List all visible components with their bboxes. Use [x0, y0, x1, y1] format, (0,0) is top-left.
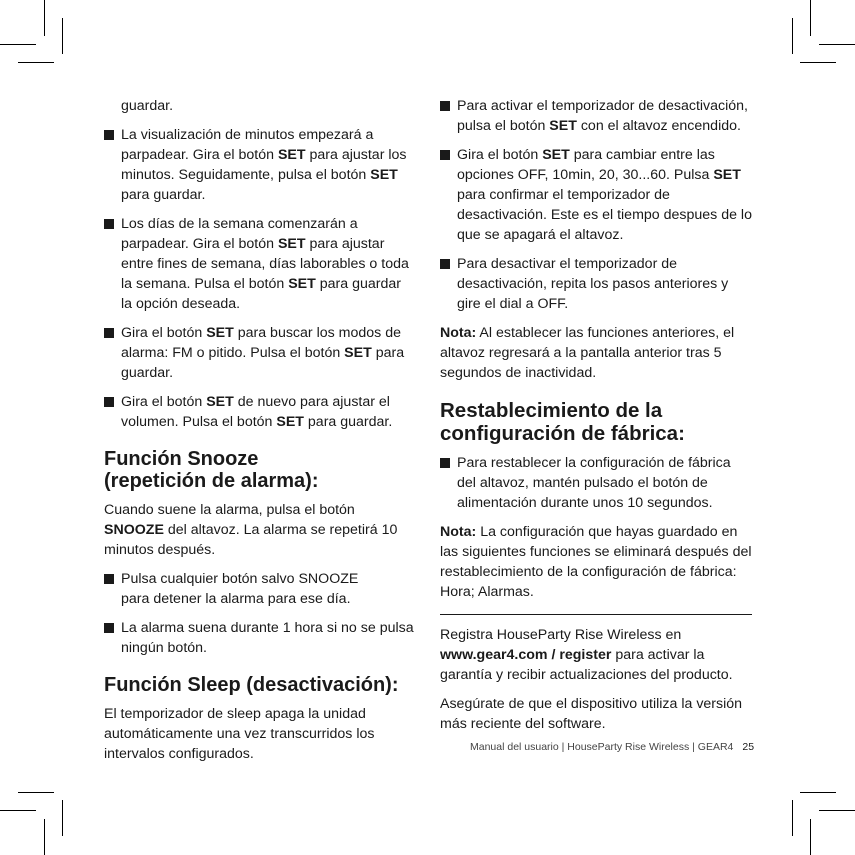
crop-mark [62, 800, 63, 836]
list-item: Para activar el temporizador de desactivación, pulsa el botón SET con el altavoz encendido. [440, 96, 752, 136]
note: Nota: Al establecer las funciones anteriores, el altavoz regresará a la pantalla anterior tras 5 segundos de inactividad. [440, 325, 735, 381]
crop-mark [44, 819, 45, 855]
crop-mark [44, 0, 45, 36]
crop-mark [792, 18, 793, 54]
crop-mark [810, 0, 811, 36]
crop-mark [792, 800, 793, 836]
crop-mark [810, 819, 811, 855]
sleep-heading: Función Sleep (desactivación): [104, 674, 399, 696]
list-item: La visualización de minutos empezará a parpadear. Gira el botón SET para ajustar los minutos. Seguidamente, pulsa el botón SET para guardar. [104, 125, 414, 205]
footer-text: Manual del usuario | HouseParty Rise Wireless | GEAR4 [470, 741, 734, 753]
crop-mark [819, 810, 855, 811]
list-item: Pulsa cualquier botón salvo SNOOZE para detener la alarma para ese día. [104, 569, 414, 609]
right-column [440, 96, 752, 743]
list-item: Para restablecer la configuración de fábrica del altavoz, mantén pulsado el botón de alimentación durante unos 10 segundos. [440, 453, 752, 513]
list-item: Gira el botón SET para buscar los modos de alarma: FM o pitido. Pulsa el botón SET para guardar. [104, 323, 414, 383]
list-item: Para desactivar el temporizador de desactivación, repita los pasos anteriores y gire el dial a OFF. [440, 254, 752, 314]
note: Nota: La configuración que hayas guardado en las siguientes funciones se eliminará después del restablecimiento de la configuración de fábrica: Hora; Alarmas. [440, 524, 752, 600]
sleep-intro: El temporizador de sleep apaga la unidad automáticamente una vez transcurridos los intervalos configurados. [104, 706, 375, 762]
divider [440, 614, 752, 615]
list-item: La alarma suena durante 1 hora si no se pulsa ningún botón. [104, 618, 414, 658]
list-item: Los días de la semana comenzarán a parpadear. Gira el botón SET para ajustar entre fines de semana, días laborables o toda la semana. Pulsa el botón SET para guardar la opción deseada. [104, 214, 414, 314]
snooze-intro: Cuando suene la alarma, pulsa el botón SNOOZE del altavoz. La alarma se repetirá 10 minutos después. [104, 502, 398, 558]
crop-mark [819, 44, 855, 45]
snooze-heading: Función Snooze (repetición de alarma): [104, 448, 319, 492]
crop-mark [0, 44, 36, 45]
crop-mark [800, 792, 836, 793]
crop-mark [18, 62, 54, 63]
register-text: Registra HouseParty Rise Wireless en www.gear4.com / register para activar la garantía y recibir actualizaciones del producto. [440, 627, 733, 683]
crop-mark [800, 62, 836, 63]
software-text: Asegúrate de que el dispositivo utiliza la versión más reciente del software. [440, 696, 743, 732]
continued-text: guardar. [121, 98, 174, 114]
factory-reset-heading: Restablecimiento de la configuración de fábrica: [440, 399, 685, 445]
crop-mark [62, 18, 63, 54]
list-item: Gira el botón SET para cambiar entre las opciones OFF, 10min, 20, 30...60. Pulsa SET para confirmar el temporizador de desactivación. Este es el tiempo despues de lo que se apagará el altavoz. [440, 145, 752, 245]
crop-mark [18, 792, 54, 793]
left-column [104, 96, 414, 773]
crop-mark [0, 810, 36, 811]
register-path-link[interactable]: register [559, 647, 612, 663]
register-link[interactable]: www.gear4.com [440, 647, 548, 663]
page-number: 25 [742, 741, 755, 753]
list-item: Gira el botón SET de nuevo para ajustar el volumen. Pulsa el botón SET para guardar. [104, 392, 414, 432]
page-footer [470, 741, 755, 753]
